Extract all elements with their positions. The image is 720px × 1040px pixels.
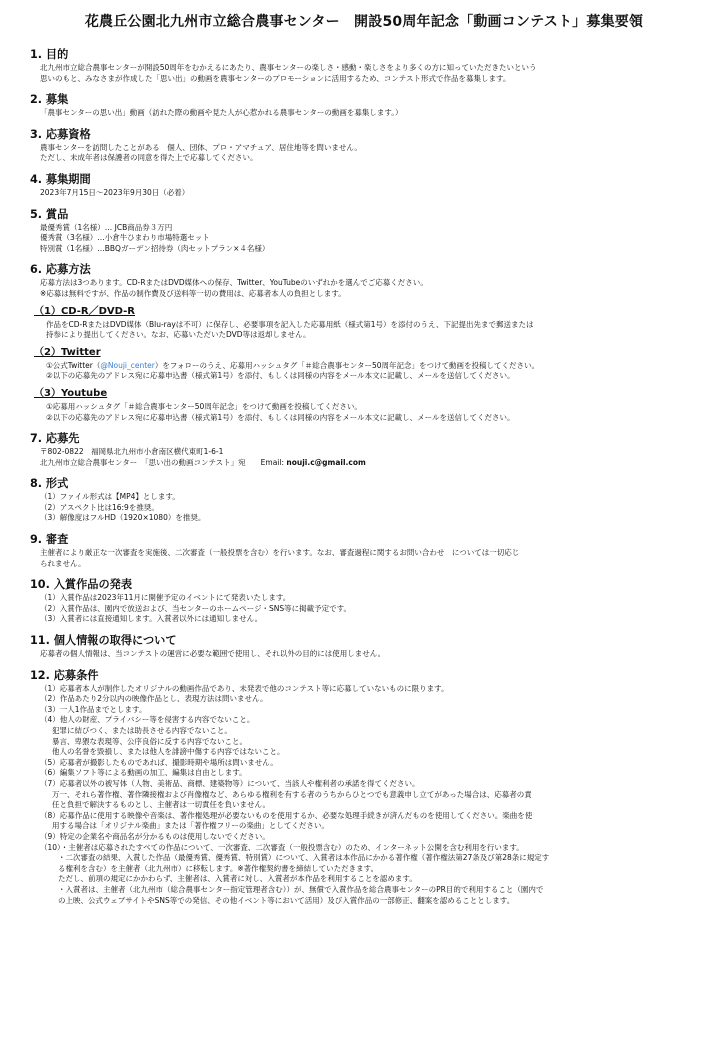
text-line: 主催者により厳正な一次審査を実施後、二次審査（一般投票を含む）を行います。なお、審査過程に関するお問い合わせ については一切応じ — [40, 548, 520, 558]
text-line: の上映、公式ウェブサイトやSNS等での発信、その他イベント等において活用）及び入賞作品の一部修正、翻案を認めることとします。 — [58, 895, 515, 905]
section-period — [26, 173, 702, 199]
text-line: 万一、それら著作権、著作隣接権および肖像権など、あらゆる権利を有する者のうちからひとつでも意義申し立てがあった場合は、応募者の責 — [52, 789, 532, 799]
text-line: 農事センターを訪問したことがある 個人、団体、プロ・アマチュア、居住地等を問いません。 — [40, 142, 362, 152]
section-address — [26, 432, 702, 468]
text-line: 「農事センターの思い出」動画（訪れた際の動画や見た人が心惹かれる農事センターの動画を募集します。） — [40, 108, 403, 118]
text-line: （10）・主催者は応募されたすべての作品について、一次審査、二次審査（一般投票含む）のため、インターネット公開を含む利用を行います。 — [40, 842, 524, 852]
section-heading: 1. 目的 — [30, 48, 69, 61]
section-body — [40, 593, 702, 625]
section-purpose — [26, 48, 702, 84]
section-heading: 12. 応募条件 — [30, 668, 99, 682]
section-eligibility — [26, 128, 702, 164]
subsection-heading-youtube: （3）Youtube — [34, 387, 108, 399]
text-line: （3）解像度はフルHD（1920×1080）を推奨。 — [40, 513, 206, 523]
section-body — [40, 143, 702, 164]
section-body — [40, 649, 702, 660]
text-line: 用する場合は「オリジナル楽曲」または「著作権フリーの楽曲」としてください。 — [52, 821, 329, 831]
text-line: 作品をCD-RまたはDVD媒体（Blu-rayは不可）に保存し、必要事項を記入した応募用紙（様式第1号）を添付のうえ、下記提出先まで郵送または — [46, 319, 534, 329]
text-line: る権利を含む）を主催者（北九州市）に移転します。※著作権契約書を締結していただきます。 — [58, 863, 379, 873]
section-heading: 9. 審査 — [30, 533, 69, 547]
text-line: 2023年7月15日～2023年9月30日（必着） — [40, 187, 190, 197]
section-heading: 6. 応募方法 — [30, 263, 91, 277]
text-line: （1）応募者本人が制作したオリジナルの動画作品であり、未発表で他のコンテスト等に応募していないものに限ります。 — [40, 683, 449, 693]
section-heading: 8. 形式 — [30, 477, 69, 491]
email-label: Email: — [260, 457, 284, 467]
text-line: 思いのもと、みなさまが作成した「思い出」の動画を農事センターのプロモーションに活用するため、コンテスト形式で作品を募集します。 — [40, 73, 511, 83]
text-line: 他人の名誉を毀損し、または他人を誹謗中傷する内容ではないこと。 — [52, 747, 285, 757]
text-line: 最優秀賞（1名様）… JCB商品券３万円 — [40, 222, 173, 232]
text-line: （2）入賞作品は、園内で放送および、当センターのホームページ・SNS等に掲載予定です。 — [40, 603, 352, 613]
subsection-body — [46, 361, 702, 382]
text-line: 優秀賞（3名様）…小倉牛ひまわり市場特選セット — [40, 233, 210, 243]
section-body — [40, 492, 702, 524]
text-line: （3）一人1作品までとします。 — [40, 704, 147, 714]
text-line: 持参により提出してください。なお、応募いただいたDVD等は返却しません。 — [46, 330, 311, 340]
text-line — [46, 361, 702, 372]
text-line: 犯罪に結びつく、または助長させる内容でないこと。 — [52, 726, 232, 735]
text-line: ①応募用ハッシュタグ「＃総合農事センター50周年記念」をつけて動画を投稿してください。 — [46, 401, 362, 411]
text-line: ・入賞者は、主催者（北九州市（総合農事センター指定管理者含む））が、無償で入賞作品を総合農事センターのPR目的で利用すること（園内で — [58, 884, 544, 894]
text-line: （3）入賞者には直接通知します。入賞者以外には通知しません。 — [40, 614, 263, 624]
text-line: （7）応募者以外の被写体（人物、美術品、商標、建築物等）について、当該人や権利者の承諾を得てください。 — [40, 778, 420, 788]
section-privacy — [26, 634, 702, 660]
section-heading: 10. 入賞作品の発表 — [30, 578, 133, 592]
text-line: ※応募は無料ですが、作品の制作費及び送料等一切の費用は、応募者本人の負担とします。 — [40, 288, 346, 298]
email-address[interactable]: nouji.c@gmail.com — [286, 457, 366, 467]
section-heading: 2. 募集 — [30, 93, 69, 107]
text-line: 応募者の個人情報は、当コンテストの運営に必要な範囲で使用し、それ以外の目的には使用しません。 — [40, 649, 386, 659]
section-recruitment — [26, 93, 702, 119]
text-fragment: 北九州市立総合農事センター 「思い出の動画コンテスト」宛 — [40, 457, 246, 467]
text-line: られません。 — [40, 558, 86, 568]
text-line: （9）特定の企業名や商品名が分かるものは使用しないでください。 — [40, 831, 270, 841]
section-judging — [26, 533, 702, 569]
text-line: （1）入賞作品は2023年11月に開催予定のイベントにて発表いたします。 — [40, 593, 291, 603]
section-heading: 5. 賞品 — [30, 207, 69, 221]
text-line: ②以下の応募先のアドレス宛に応募申込書（様式第1号）を添付、もしくは同様の内容をメール本文に記載し、メールを送信してください。 — [46, 412, 515, 422]
section-heading: 4. 募集期間 — [30, 172, 91, 186]
text-line: （4）他人の財産、プライバシー等を侵害する内容でないこと。 — [40, 715, 255, 725]
text-line: ②以下の応募先のアドレス宛に応募申込書（様式第1号）を添付、もしくは同様の内容をメール本文に記載し、メールを送信してください。 — [46, 371, 515, 381]
section-announcement — [26, 578, 702, 625]
text-line: 応募方法は3つあります。CD-RまたはDVD媒体への保存、Twitter、YouTubeのいずれかを選んでご応募ください。 — [40, 278, 428, 288]
section-body — [40, 108, 702, 119]
section-prizes — [26, 208, 702, 255]
subsection-heading-twitter: （2）Twitter — [34, 346, 101, 358]
subsection-body — [46, 402, 702, 423]
section-conditions — [26, 669, 702, 906]
subsection-body — [46, 320, 702, 341]
section-body — [40, 223, 702, 255]
section-body — [40, 447, 702, 468]
twitter-handle-link[interactable]: @Nouji_center — [100, 360, 155, 370]
section-body — [40, 63, 702, 84]
text-line: 任と負担で解決するものとし、主催者は一切責任を負いません。 — [52, 800, 270, 810]
text-line: ただし、前項の規定にかかわらず、主催者は、入賞者に対し、入賞者が本作品を利用することを認めます。 — [58, 874, 417, 884]
text-line: 特別賞（1名様）…BBQガーデン招待券（肉セットプラン×４名様） — [40, 243, 270, 253]
section-format — [26, 477, 702, 524]
text-line: （1）ファイル形式は【MP4】とします。 — [40, 492, 180, 502]
page-title: 花農丘公園北九州市立総合農事センター 開設50周年記念「動画コンテスト」募集要領 — [84, 14, 644, 30]
text-line: ただし、未成年者は保護者の同意を得た上で応募してください。 — [40, 153, 258, 163]
section-body — [40, 188, 702, 199]
text-line — [40, 458, 702, 469]
text-fragment: ）をフォローのうえ、応募用ハッシュタグ「＃総合農事センター50周年記念」をつけて動画を投稿してください。 — [154, 360, 540, 370]
text-fragment: ①公式Twitter（ — [46, 360, 101, 370]
text-line: （5）応募者が撮影したものであれば、撮影時期や場所は問いません。 — [40, 757, 278, 767]
text-line: （8）応募作品に使用する映像や音楽は、著作権処理が必要ないものを使用するか、必要な処理手続きが済んだものを使用してください。楽曲を使 — [40, 810, 533, 820]
section-heading: 7. 応募先 — [30, 432, 80, 446]
text-line: （2）アスペクト比は16:9を推奨。 — [40, 502, 159, 512]
section-body — [40, 278, 702, 299]
section-how-to-apply — [26, 263, 702, 423]
section-body — [40, 684, 702, 906]
subsection-heading-cdr: （1）CD-R／DVD-R — [34, 305, 136, 317]
text-line: （2）作品あたり2分以内の映像作品とし、表現方法は問いません。 — [40, 694, 268, 704]
section-heading: 11. 個人情報の取得について — [30, 634, 177, 648]
text-line: 〒802-0822 福岡県北九州市小倉南区横代東町1-6-1 — [40, 447, 224, 457]
section-heading: 3. 応募資格 — [30, 127, 91, 141]
section-body — [40, 548, 702, 569]
text-line: 北九州市立総合農事センターが開設50周年をむかえるにあたり、農事センターの楽しさ・感動・楽しさをより多くの方に知っていただきたいという — [40, 63, 537, 72]
text-line: （6）編集ソフト等による動画の加工、編集は自由とします。 — [40, 768, 247, 778]
text-line: 暴言、卑猥な表現等、公序良俗に反する内容でないこと。 — [52, 736, 247, 746]
text-line: ・二次審査の結果、入賞した作品（最優秀賞、優秀賞、特別賞）について、入賞者は本作品にかかる著作権（著作権法第27条及び第28条に規定す — [58, 853, 550, 863]
